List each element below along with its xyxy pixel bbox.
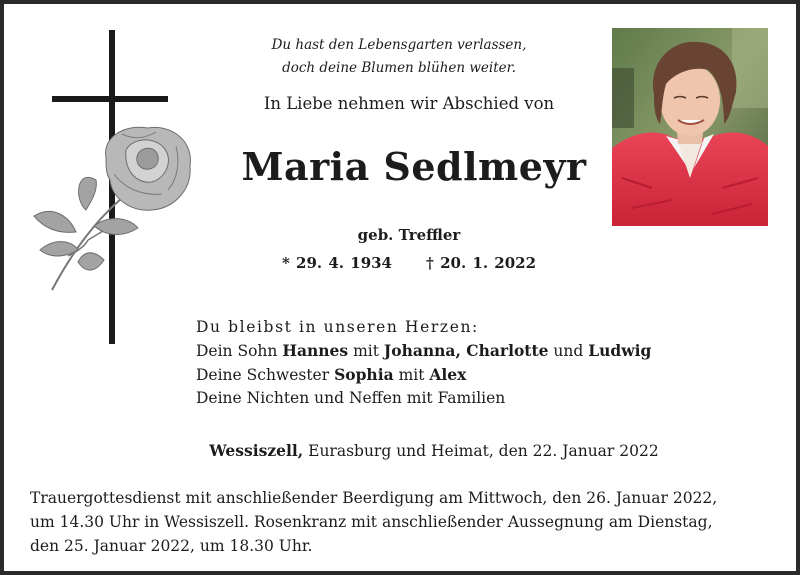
- life-dates: [234, 254, 584, 272]
- place-rest: Eurasburg und Heimat, den 22. Januar 2022: [303, 442, 659, 460]
- son-name: Hannes: [282, 341, 349, 360]
- text: Dein Sohn: [196, 342, 283, 360]
- place-date: [164, 441, 704, 460]
- family-line-1: Du bleibst in unseren Herzen:: [196, 318, 479, 336]
- relative-name: Ludwig: [588, 341, 652, 360]
- birth-date: * 29. 4. 1934: [281, 254, 392, 272]
- text: mit: [348, 342, 384, 360]
- motto: [244, 34, 554, 80]
- sister-name: Sophia: [334, 365, 394, 384]
- family-line-4: Deine Nichten und Neffen mit Familien: [196, 389, 506, 407]
- family-line-2: [196, 339, 756, 363]
- relative-name: Alex: [429, 365, 467, 384]
- relatives-names: Johanna, Charlotte: [383, 341, 549, 360]
- service-line-1: Trauergottesdienst mit anschließender Beerdigung am Mittwoch, den 26. Januar 2022,: [30, 489, 718, 507]
- text: Deine Schwester: [196, 366, 335, 384]
- text: mit: [393, 366, 430, 384]
- service-line-2: um 14.30 Uhr in Wessiszell. Rosenkranz mit anschließender Aussegnung am Dienstag,: [30, 513, 713, 531]
- portrait-photo: [612, 28, 768, 226]
- portrait-icon: [612, 28, 768, 226]
- birth-name: geb. Treffler: [357, 226, 461, 244]
- motto-line-1: Du hast den Lebensgarten verlassen,: [271, 37, 527, 53]
- service-info: [30, 486, 790, 558]
- death-date: † 20. 1. 2022: [426, 254, 537, 272]
- place-name: Wessiszell,: [209, 441, 304, 460]
- family-block: [196, 316, 756, 410]
- motto-line-2: doch deine Blumen blühen weiter.: [282, 60, 516, 76]
- text: und: [548, 342, 589, 360]
- service-line-3: den 25. Januar 2022, um 18.30 Uhr.: [30, 537, 313, 555]
- deceased-name: Maria Sedlmeyr: [241, 144, 587, 189]
- intro-text: In Liebe nehmen wir Abschied von: [263, 94, 555, 113]
- family-line-3: [196, 363, 756, 387]
